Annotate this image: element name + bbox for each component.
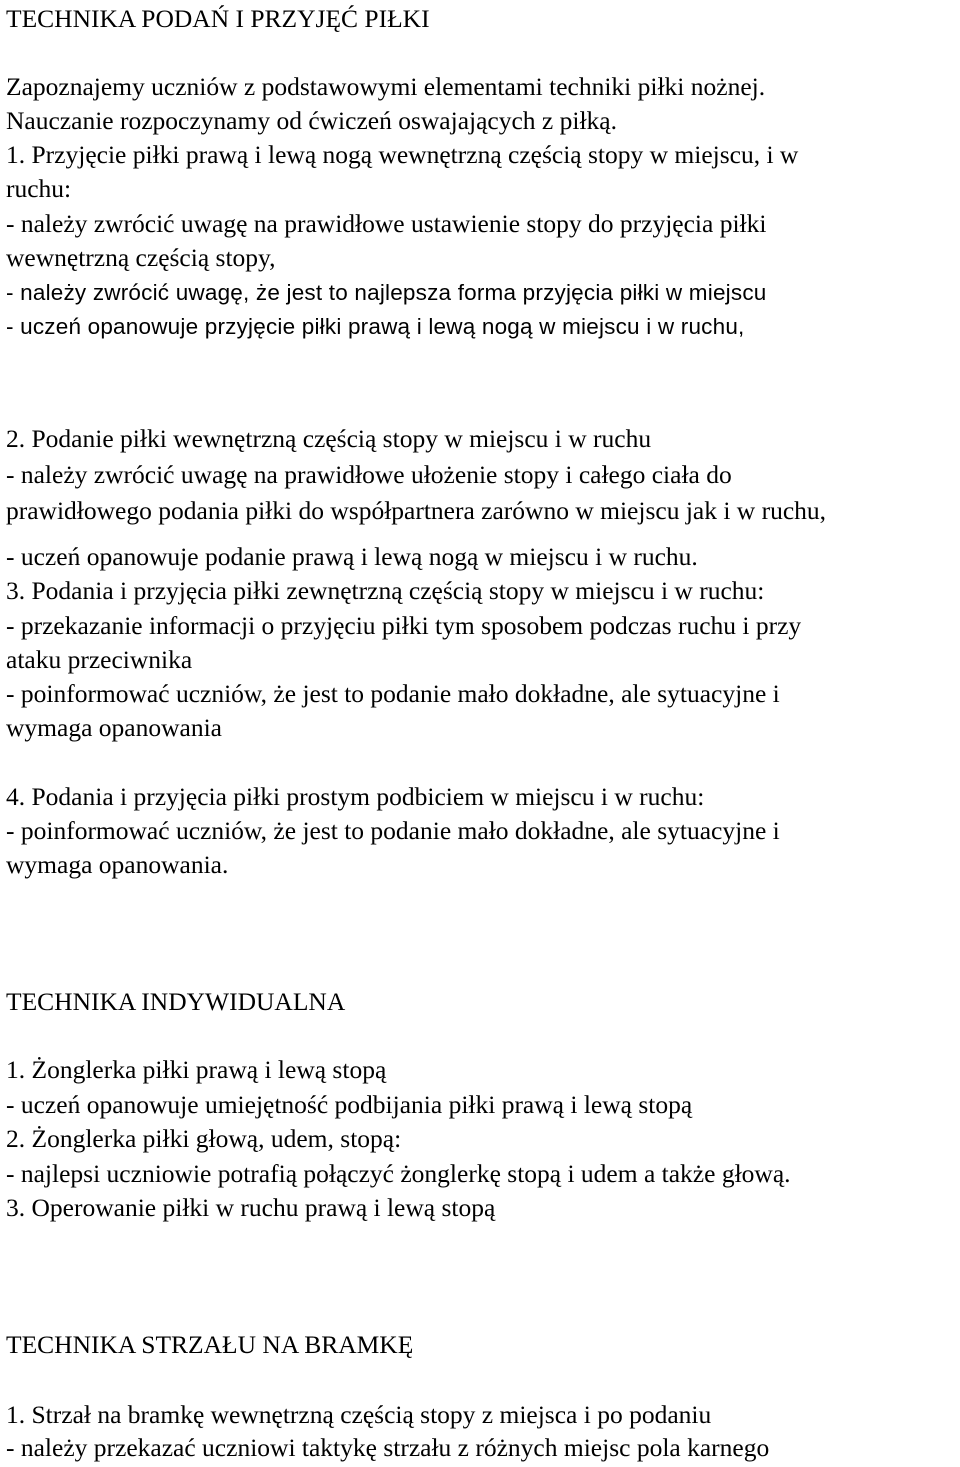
paragraph-line: 1. Żonglerka piłki prawą i lewą stopą <box>6 1055 387 1084</box>
paragraph-line: - należy zwrócić uwagę na prawidłowe ułożenie stopy i całego ciała do <box>6 460 732 489</box>
paragraph-line: prawidłowego podania piłki do współpartnera zarówno w miejscu jak i w ruchu, <box>6 496 827 525</box>
paragraph-line: ruchu: <box>6 174 72 203</box>
paragraph-line: - należy zwrócić uwagę, że jest to najlepsza forma przyjęcia piłki w miejscu <box>6 280 767 305</box>
paragraph-line: - należy zwrócić uwagę na prawidłowe ustawienie stopy do przyjęcia piłki <box>6 209 767 238</box>
paragraph-line: - przekazanie informacji o przyjęciu piłki tym sposobem podczas ruchu i przy <box>6 611 802 640</box>
paragraph-line: 3. Podania i przyjęcia piłki zewnętrzną częścią stopy w miejscu i w ruchu: <box>6 576 765 605</box>
paragraph-line: wymaga opanowania <box>6 713 222 742</box>
paragraph-line: ataku przeciwnika <box>6 645 193 674</box>
paragraph-line: Zapoznajemy uczniów z podstawowymi elementami techniki piłki nożnej. <box>6 72 766 101</box>
paragraph-line: 3. Operowanie piłki w ruchu prawą i lewą stopą <box>6 1193 496 1222</box>
paragraph-line: - uczeń opanowuje umiejętność podbijania piłki prawą i lewą stopą <box>6 1090 693 1119</box>
section-heading: TECHNIKA INDYWIDUALNA <box>6 987 346 1016</box>
paragraph-line: 1. Przyjęcie piłki prawą i lewą nogą wewnętrzną częścią stopy w miejscu, i w <box>6 140 799 169</box>
paragraph-line: 2. Żonglerka piłki głową, udem, stopą: <box>6 1124 402 1153</box>
paragraph-line: - uczeń opanowuje przyjęcie piłki prawą i lewą nogą w miejscu i w ruchu, <box>6 314 745 339</box>
paragraph-line: 4. Podania i przyjęcia piłki prostym podbiciem w miejscu i w ruchu: <box>6 782 705 811</box>
paragraph-line: - uczeń opanowuje podanie prawą i lewą nogą w miejscu i w ruchu. <box>6 542 698 571</box>
section-heading: TECHNIKA PODAŃ I PRZYJĘĆ PIŁKI <box>6 4 430 33</box>
paragraph-line: 1. Strzał na bramkę wewnętrzną częścią stopy z miejsca i po podaniu <box>6 1400 712 1429</box>
paragraph-line: - poinformować uczniów, że jest to podanie mało dokładne, ale sytuacyjne i <box>6 816 780 845</box>
paragraph-line: - poinformować uczniów, że jest to podanie mało dokładne, ale sytuacyjne i <box>6 679 780 708</box>
section-heading: TECHNIKA STRZAŁU NA BRAMKĘ <box>6 1330 414 1359</box>
paragraph-line: Nauczanie rozpoczynamy od ćwiczeń oswajających z piłką. <box>6 106 617 135</box>
paragraph-line: 2. Podanie piłki wewnętrzną częścią stopy w miejscu i w ruchu <box>6 424 652 453</box>
paragraph-line: - najlepsi uczniowie potrafią połączyć żonglerkę stopą i udem a także głową. <box>6 1159 791 1188</box>
paragraph-line: - należy przekazać uczniowi taktykę strzału z różnych miejsc pola karnego <box>6 1433 770 1462</box>
paragraph-line: wewnętrzną częścią stopy, <box>6 243 276 272</box>
paragraph-line: wymaga opanowania. <box>6 850 229 879</box>
